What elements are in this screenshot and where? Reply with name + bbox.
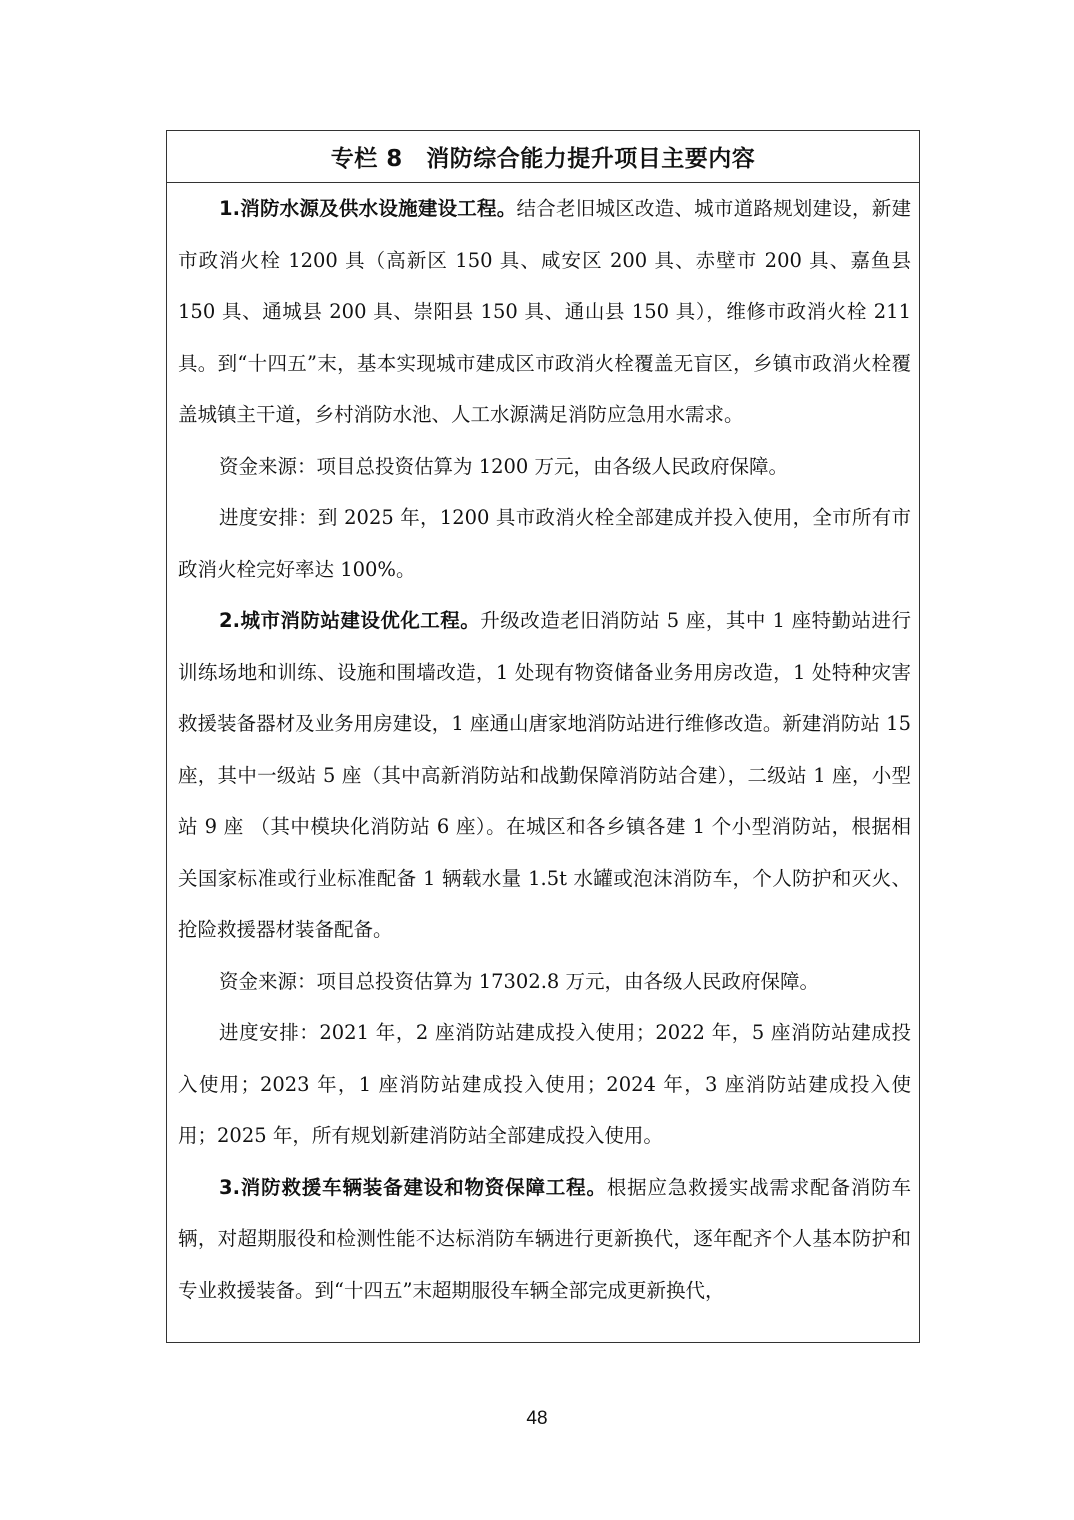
section-2-body: 升级改造老旧消防站 5 座，其中 1 座特勤站进行训练场地和训练、设施和围墙改造，1 处现有物资储备业务用房改造，1 处特种灾害救援装备器材及业务用房建设，1 座通山唐家地消防站进行维修改造。新建消防站 15 座，其中一级站 5 座（其中高新消防站和战勤保障消防站合建），二级站 1 座，小型站 9 座 （其中模块化消防站 6 座）。在城区和各乡镇各建 1 个小型消防站，根据相关国家标准或行业标准配备 1 辆载水量 1.5t 水罐或泡沫消防车，个人防护和灭火、抢险救援器材装备配备。: [178, 609, 911, 941]
section-1-body: 结合老旧城区改造、城市道路规划建设，新建市政消火栓 1200 具（高新区 150 具、咸安区 200 具、赤壁市 200 具、嘉鱼县 150 具、通城县 200 具、崇阳县 150 具、通山县 150 具），维修市政消火栓 211 具。到“十四五”末，基本实现城市建成区市政消火栓覆盖无盲区，乡镇市政消火栓覆盖城镇主干道，乡村消防水池、人工水源满足消防应急用水需求。: [178, 197, 911, 426]
special-column-box: [166, 130, 920, 1343]
section-3-heading: 3.消防救援车辆装备建设和物资保障工程。: [219, 1175, 607, 1199]
section-2-funding: 资金来源：项目总投资估算为 17302.8 万元，由各级人民政府保障。: [219, 969, 820, 993]
section-1-heading: 1.消防水源及供水设施建设工程。: [219, 197, 517, 220]
section-3-paragraph: [178, 1162, 911, 1317]
section-3-body: 根据应急救援实战需求配备消防车辆，对超期服役和检测性能不达标消防车辆进行更新换代，逐年配齐个人基本防护和专业救援装备。到“十四五”末超期服役车辆全部完成更新换代，: [178, 1175, 911, 1302]
section-2-paragraph: [178, 595, 911, 956]
section-1-paragraph: [178, 183, 911, 441]
box-body: [167, 183, 919, 1316]
section-1-schedule: 进度安排：到 2025 年，1200 具市政消火栓全部建成并投入使用，全市所有市政消火栓完好率达 100%。: [178, 506, 911, 581]
section-2-schedule: 进度安排：2021 年，2 座消防站建成投入使用；2022 年，5 座消防站建成投入使用；2023 年，1 座消防站建成投入使用；2024 年，3 座消防站建成投入使用；2025 年，所有规划新建消防站全部建成投入使用。: [178, 1021, 911, 1147]
page-number: 48: [526, 1408, 548, 1429]
section-2-heading: 2.城市消防站建设优化工程。: [219, 609, 481, 632]
box-title: 专栏 8 消防综合能力提升项目主要内容: [167, 131, 919, 183]
section-1-funding: 资金来源：项目总投资估算为 1200 万元，由各级人民政府保障。: [219, 454, 789, 478]
